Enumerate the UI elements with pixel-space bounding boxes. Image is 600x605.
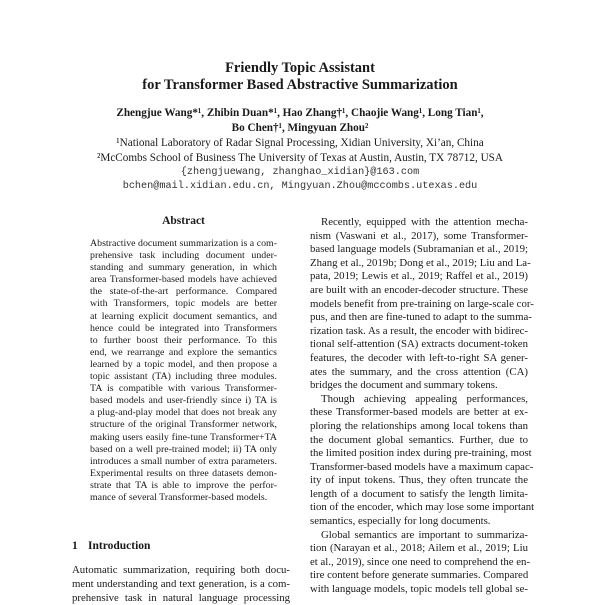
text-line: prehensive task including document under- bbox=[90, 250, 277, 262]
introduction-body bbox=[72, 563, 290, 605]
text-line: introduces a small number of extra parameters. bbox=[90, 455, 277, 467]
paragraph bbox=[310, 392, 535, 529]
text-line: to further boost their performance. To this bbox=[90, 334, 277, 346]
text-line: based language models (Subramanian et al., 2019; bbox=[310, 243, 528, 256]
text-line: ates the summary, and the cross attention (CA) bbox=[310, 365, 528, 378]
text-line: making users easily fine-tune Transformer+TA bbox=[90, 431, 277, 443]
email-line-2: bchen@mail.xidian.edu.cn, Mingyuan.Zhou@mccombs.utexas.edu bbox=[122, 181, 478, 192]
text-line: Transformer-based models have a maximum capac- bbox=[310, 460, 534, 473]
text-line: Though achieving appealing performances, bbox=[321, 392, 528, 405]
text-line: ity of input tokens. Thus, they often truncate the bbox=[310, 474, 528, 487]
text-line: rization task. As a result, the encoder with bidirec- bbox=[310, 324, 528, 337]
text-line: Zhang et al., 2019b; Dong et al., 2019; Liu and La- bbox=[310, 256, 531, 269]
text-line: hence could be integrated into Transformers bbox=[90, 322, 277, 334]
text-line: topic assistant (TA) including three modules. bbox=[90, 371, 277, 383]
text-line: ment understanding and text generation, is a com- bbox=[72, 578, 290, 590]
text-line: semantics, especially for long documents. bbox=[310, 515, 491, 528]
section-number: 1 bbox=[72, 540, 78, 552]
text-line: tion (Narayan et al., 2018; Ailem et al., 2019; Liu bbox=[310, 542, 528, 555]
paragraph bbox=[310, 528, 531, 597]
text-line: the limited position index during pre-training, most bbox=[310, 447, 532, 460]
text-line: are built with an encoder-decoder structure. These bbox=[310, 283, 528, 296]
text-line: the document global semantics. Further, due to bbox=[310, 433, 528, 446]
text-line: these Transformer-based models are better at ex- bbox=[310, 406, 528, 419]
section-title: Introduction bbox=[88, 540, 151, 552]
abstract-body bbox=[90, 238, 277, 504]
authors-line-1: Zhengjue Wang*¹, Zhibin Duan*¹, Hao Zhang†¹, Chaojie Wang¹, Long Tian¹, bbox=[116, 107, 484, 119]
text-line: based models and user-friendly since i) TA is bbox=[90, 395, 277, 407]
text-line: bridges the document and summary tokens. bbox=[310, 379, 498, 392]
affiliation-2: ²McCombs School of Business The University of Texas at Austin, Austin, TX 78712, USA bbox=[97, 152, 503, 164]
text-line: prehensive task in natural language processing bbox=[72, 592, 290, 604]
text-line: learned by a topic model, and then propose a bbox=[90, 358, 277, 370]
text-line: nism (Vaswani et al., 2017), some Transformer- bbox=[310, 229, 528, 242]
text-line: with Transformers, topic models are better bbox=[90, 298, 277, 310]
text-line: tion of the encoder, which may lose some important bbox=[310, 501, 535, 514]
text-line: et al., 2019), since one need to comprehend the en- bbox=[310, 555, 531, 568]
affiliation-1: ¹National Laboratory of Radar Signal Processing, Xidian University, Xi’an, China bbox=[116, 137, 484, 149]
text-line: standing and summary generation, in which bbox=[90, 262, 277, 274]
text-line: ploring the relationships among local tokens than bbox=[310, 419, 528, 432]
text-line: Recently, equipped with the attention mecha- bbox=[321, 216, 528, 228]
text-line: Global semantics are important to summariza- bbox=[321, 528, 528, 541]
right-column-body bbox=[310, 216, 535, 597]
text-line: Abstractive document summarization is a com- bbox=[90, 238, 277, 249]
text-line: tire content before generate summaries. Compared bbox=[310, 569, 529, 582]
text-line: strate that TA is able to improve the perfor- bbox=[90, 479, 277, 491]
text-line: area Transformer-based models have achieved bbox=[90, 274, 277, 286]
authors-line-2: Bo Chen†¹, Mingyuan Zhou² bbox=[231, 122, 369, 134]
text-line: tional self-attention (SA) extracts document-token bbox=[310, 338, 528, 351]
abstract-heading: Abstract bbox=[162, 215, 205, 227]
text-line: models benefit from pre-training on large-scale cor- bbox=[310, 297, 534, 310]
text-line: the state-of-the-art performance. Compared bbox=[90, 286, 277, 298]
text-line: pus, and then are fine-tuned to adapt to the summa- bbox=[310, 311, 532, 324]
text-line: with language models, topic models tell global se- bbox=[310, 583, 528, 596]
text-line: length of a document to satisfy the length limita- bbox=[310, 487, 528, 500]
text-line: based on a well pre-trained model; ii) TA only bbox=[90, 443, 277, 455]
text-line: mance of several Transformer-based models. bbox=[90, 491, 268, 503]
text-line: end, we rearrange and explore the semantics bbox=[90, 346, 277, 358]
text-line: structure of the original Transformer network, bbox=[90, 419, 277, 431]
email-line-1: {zhengjuewang, zhanghao_xidian}@163.com bbox=[180, 167, 420, 178]
paper-title-line-1: Friendly Topic Assistant bbox=[225, 60, 375, 76]
paragraph bbox=[310, 216, 534, 393]
text-line: TA is compatible with various Transformer- bbox=[90, 383, 277, 395]
text-line: features, the decoder with left-to-right SA gener- bbox=[310, 351, 528, 364]
paper-title-line-2: for Transformer Based Abstractive Summarization bbox=[142, 77, 458, 93]
text-line: Experimental results on three datasets demon- bbox=[90, 467, 277, 479]
text-line: pata, 2019; Lewis et al., 2019; Raffel et al., 2019) bbox=[310, 270, 528, 283]
text-line: Automatic summarization, requiring both docu- bbox=[72, 564, 290, 576]
text-line: at learning explicit document semantics, and bbox=[90, 310, 277, 322]
text-line: a plug-and-play model that does not break any bbox=[90, 407, 277, 419]
introduction-heading bbox=[72, 540, 150, 552]
